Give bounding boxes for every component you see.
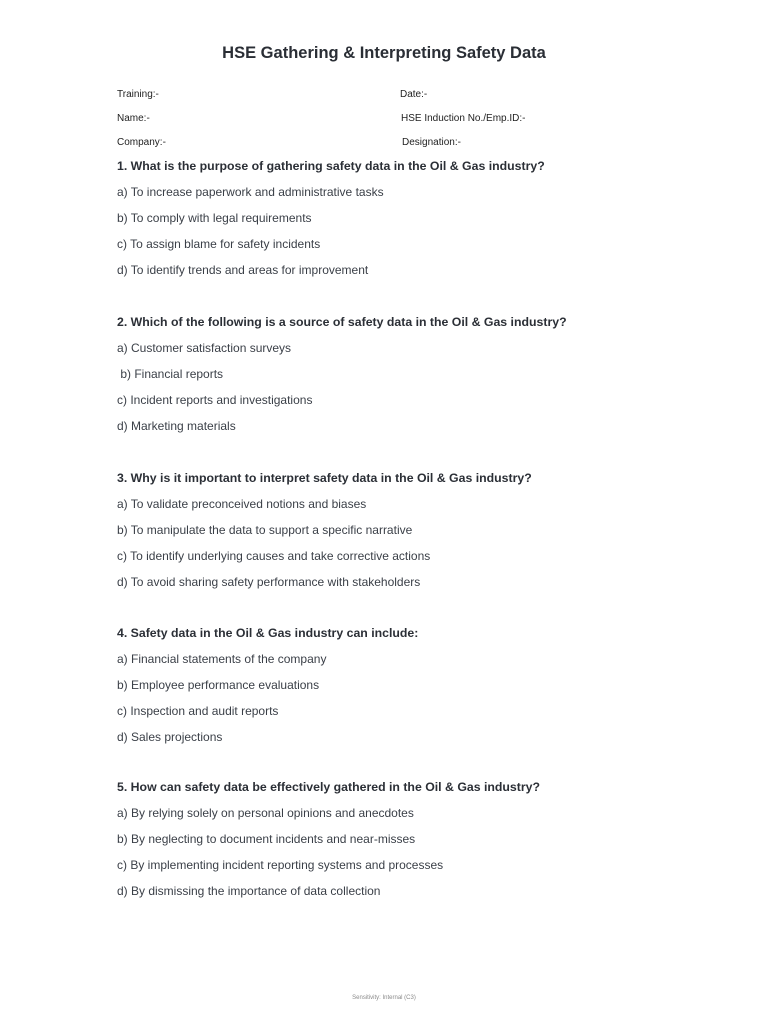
question-1-option-c: c) To assign blame for safety incidents <box>117 237 321 251</box>
question-5: 5. How can safety data be effectively gathered in the Oil & Gas industry? <box>117 780 540 794</box>
question-4: 4. Safety data in the Oil & Gas industry can include: <box>117 626 419 640</box>
company-field: Company:- <box>117 137 166 148</box>
question-5-option-c: c) By implementing incident reporting systems and processes <box>117 858 444 872</box>
question-3-option-c: c) To identify underlying causes and take corrective actions <box>117 549 431 563</box>
question-5-option-a: a) By relying solely on personal opinions and anecdotes <box>117 806 414 820</box>
name-field: Name:- <box>117 113 150 124</box>
question-1-option-d: d) To identify trends and areas for improvement <box>117 263 369 277</box>
question-5-option-b: b) By neglecting to document incidents and near-misses <box>117 832 416 846</box>
training-field: Training:- <box>117 89 159 100</box>
question-2: 2. Which of the following is a source of safety data in the Oil & Gas industry? <box>117 315 567 329</box>
date-field: Date:- <box>400 89 428 100</box>
sensitivity-footer: Sensitivity: Internal (C3) <box>352 995 416 1001</box>
question-1: 1. What is the purpose of gathering safety data in the Oil & Gas industry? <box>117 159 545 173</box>
question-4-option-d: d) Sales projections <box>117 730 223 744</box>
question-2-option-c: c) Incident reports and investigations <box>117 393 313 407</box>
designation-field: Designation:- <box>402 137 461 148</box>
question-2-option-a: a) Customer satisfaction surveys <box>117 341 292 355</box>
question-4-option-a: a) Financial statements of the company <box>117 652 327 666</box>
question-1-option-a: a) To increase paperwork and administrative tasks <box>117 185 384 199</box>
question-3: 3. Why is it important to interpret safety data in the Oil & Gas industry? <box>117 471 532 485</box>
induction-field: HSE Induction No./Emp.ID:- <box>401 113 526 124</box>
question-3-option-a: a) To validate preconceived notions and biases <box>117 497 367 511</box>
question-2-option-b: b) Financial reports <box>117 367 224 381</box>
question-2-option-d: d) Marketing materials <box>117 419 236 433</box>
question-4-option-c: c) Inspection and audit reports <box>117 704 279 718</box>
question-3-option-d: d) To avoid sharing safety performance with stakeholders <box>117 575 421 589</box>
question-3-option-b: b) To manipulate the data to support a specific narrative <box>117 523 413 537</box>
question-1-option-b: b) To comply with legal requirements <box>117 211 312 225</box>
question-4-option-b: b) Employee performance evaluations <box>117 678 320 692</box>
page-title: HSE Gathering & Interpreting Safety Data <box>222 44 546 62</box>
question-5-option-d: d) By dismissing the importance of data collection <box>117 884 381 898</box>
